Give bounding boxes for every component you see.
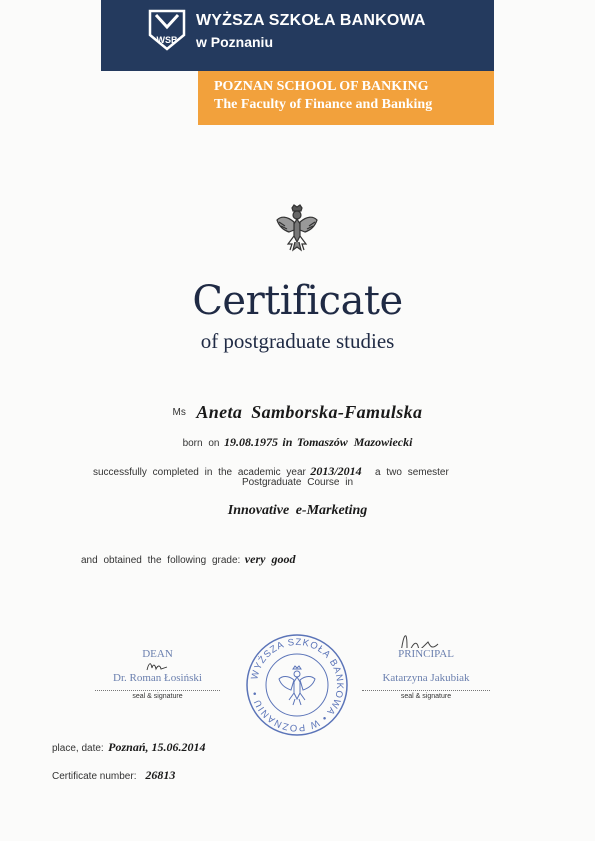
school-seal-stamp [245,633,349,737]
faculty-name: The Faculty of Finance and Banking [214,97,433,112]
grade-line [81,550,295,568]
dean-signature-block [95,648,220,700]
svg-text:WYŻSZA SZKOŁA BANKOWA • W POZN [249,637,345,733]
birth-line [0,433,595,451]
school-name-polish: WYŻSZA SZKOŁA BANKOWA [196,12,426,29]
dean-signature-scribble [95,660,220,672]
born-label: born on [182,438,220,449]
completed-text: successfully completed in the academic year [93,467,306,478]
birth-place: Tomaszów Mazowiecki [296,435,413,449]
logo-text: WSB [156,35,178,45]
principal-signature-scribble [362,634,490,648]
salutation: Ms [172,407,186,418]
course-type-prefix: a two semester [375,467,449,478]
polish-eagle-icon [275,204,319,252]
recipient-line [0,402,595,423]
principal-seal-label: seal & signature [362,690,490,700]
principal-role: PRINCIPAL [398,648,454,660]
dean-name: Dr. Roman Łosiński [113,672,202,684]
course-name: Innovative e-Marketing [227,503,368,518]
place-date-value: Poznań, 15.06.2014 [108,740,206,754]
in-label: in [282,435,293,449]
place-date-line [52,738,206,756]
school-city-polish: w Poznaniu [196,34,273,50]
course-type: Postgraduate Course in [241,477,354,488]
grade-value: very good [244,552,296,566]
recipient-name: Aneta Samborska-Famulska [196,402,423,422]
certificate-number-line [52,766,175,784]
principal-signature-block [362,648,490,700]
stamp-eagle-icon [279,666,315,705]
school-name-english: POZNAN SCHOOL OF BANKING [214,79,429,94]
certificate-subtitle: of postgraduate studies [200,329,395,353]
dean-role: DEAN [142,648,173,660]
place-label: place, date: [52,743,104,754]
academic-year: 2013/2014 [310,464,362,478]
certificate-title: Certificate [192,278,403,324]
wsb-logo-icon [148,9,186,51]
stamp-text: WYŻSZA SZKOŁA BANKOWA • W POZNANIU • [249,636,346,734]
dean-seal-label: seal & signature [95,690,220,700]
certificate-number-value: 26813 [145,768,176,782]
grade-label: and obtained the following grade: [81,555,241,566]
birth-date: 19.08.1975 [223,435,278,449]
principal-name: Katarzyna Jakubiak [382,672,470,684]
certificate-number-label: Certificate number: [52,771,137,782]
